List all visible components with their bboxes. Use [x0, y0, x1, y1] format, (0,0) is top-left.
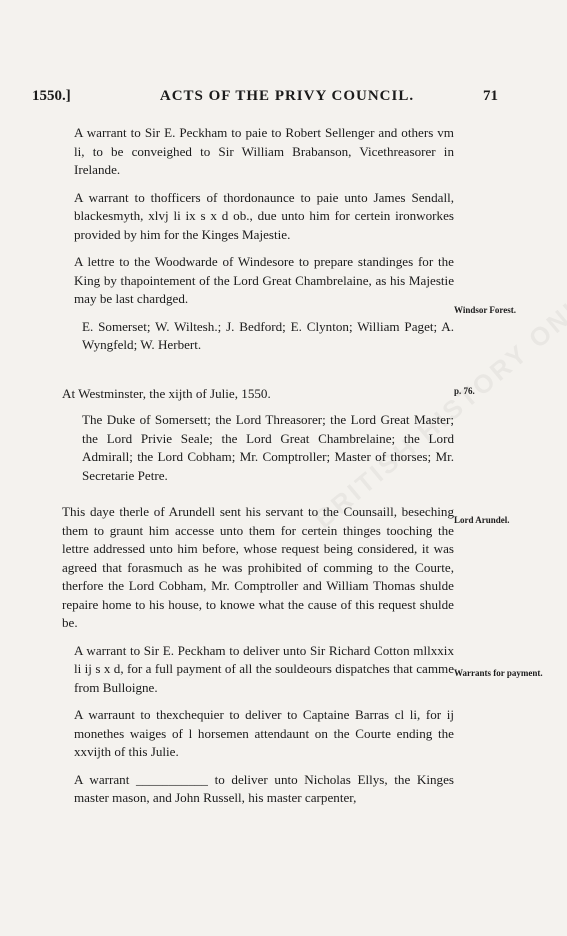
paragraph-warrant-cotton: A warrant to Sir E. Peckham to deliver unto Sir Richard Cotton mllxxix li ij s x d, for a full payment of all the souldeours dispatches that camme from Bulloigne. [74, 642, 454, 695]
header-title: ACTS OF THE PRIVY COUNCIL. [159, 88, 415, 104]
header-year: 1550.] [32, 88, 71, 104]
margin-note-windsor: Windsor Forest. [454, 305, 517, 315]
main-text [62, 124, 454, 817]
margin-note-warrants: Warrants for payment. [454, 668, 543, 678]
paragraph-warrant-barras: A warraunt to thexchequier to deliver to Captaine Barras cl li, for ij monethes waiges of l horsemen attendaunt on the Courte ending the xxvijth of this Julie. [74, 707, 454, 759]
paragraph-warrant-ordnance: A warrant to thofficers of thordonaunce to paie unto James Sendall, blackesmyth, xlvj li ix s x d ob., due unto him for certein ironworkes provided by him for the Kinges Majestie. [74, 189, 454, 242]
paragraph-arundel: This daye therle of Arundell sent his servant to the Counsaill, beseching them to graunt him accesse unto them for certein thinges tooching the lettre addressed unto him before, whose request being considered, it was agreed that forasmuch as he was prohibited of comming to the Courte, therfore the Lord Cobham, Mr. Comptroller and William Thomas shulde repaire home to his house, to knowe what the cause of this request shulde be. [62, 504, 454, 630]
signatories: E. Somerset; W. Wiltesh.; J. Bedford; E. Clynton; William Paget; A. Wyngfeld; W. Herbert. [82, 318, 454, 352]
paragraph-warrant-ellys: A warrant ___________ to deliver unto Nicholas Ellys, the Kinges master mason, and John Russell, his master carpenter, [74, 771, 454, 805]
paragraph-lettre-windsor: A lettre to the Woodwarde of Windesore to prepare standinges for the King by thapointement of the Lord Great Chambrelaine, as his Majestie may be last chardged. [74, 254, 454, 306]
margin-note-arundel: Lord Arundel. [454, 515, 510, 525]
running-header [32, 88, 542, 110]
meeting-heading: At Westminster, the xijth of Julie, 1550. [62, 385, 271, 401]
margin-note-page-ref: p. 76. [454, 386, 475, 396]
paragraph-warrant-peckham: A warrant to Sir E. Peckham to paie to Robert Sellenger and others vm li, to be conveighed to Sir William Brabanson, Vicethreasorer in Irelande. [74, 125, 454, 177]
present-list: The Duke of Somersett; the Lord Threasorer; the Lord Great Master; the Lord Privie Seale; the Lord Great Chambrelaine; the Lord Admirall; the Lord Cobham; Mr. Comptroller; Master of thorses; Mr. Secretarie Petre. [82, 412, 454, 483]
page-number: 71 [483, 88, 498, 104]
